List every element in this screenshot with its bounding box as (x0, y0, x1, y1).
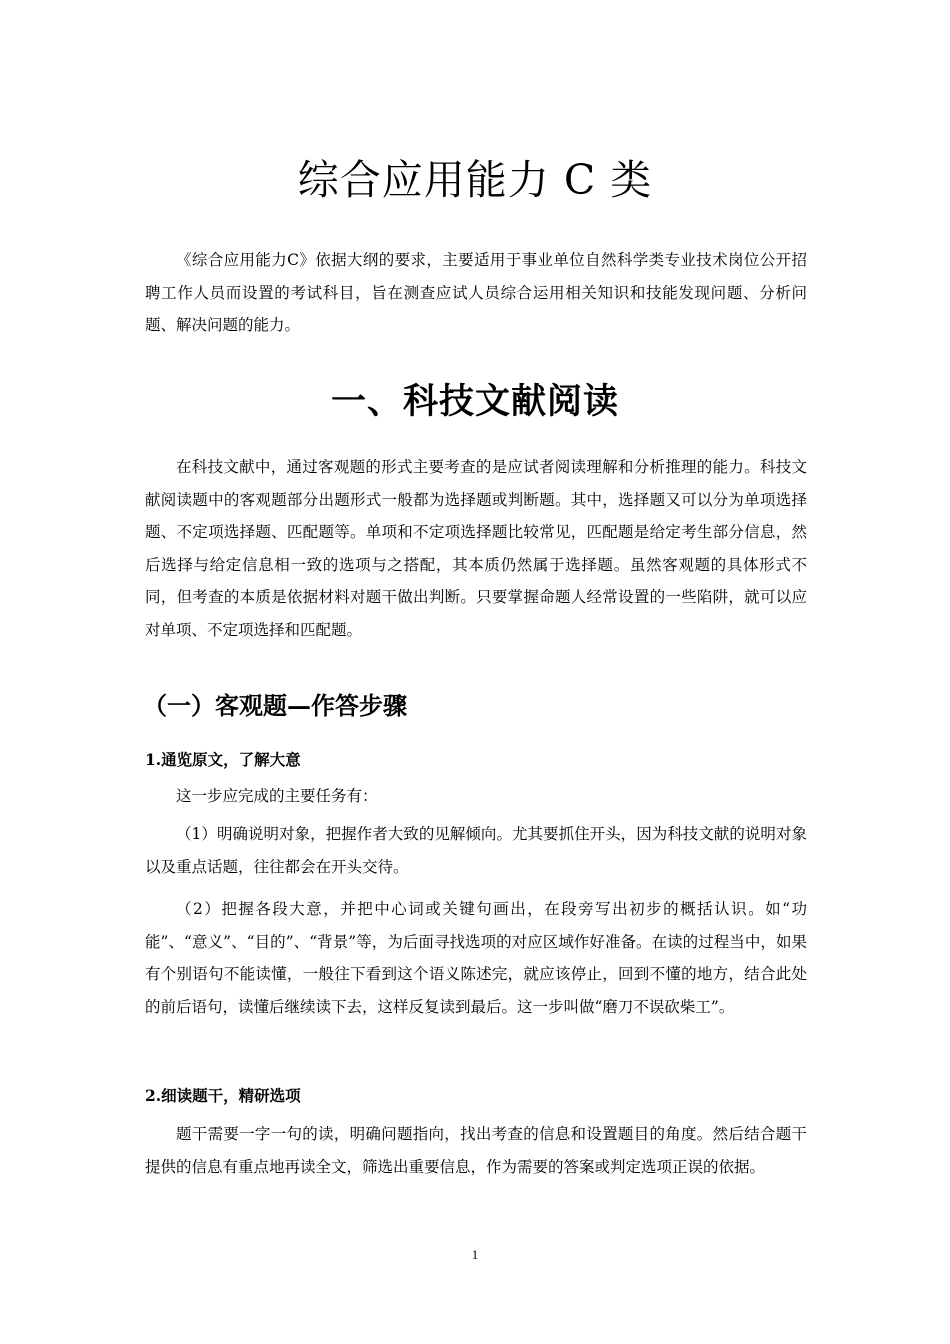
section-title: 一、科技文献阅读 (330, 381, 619, 422)
step1-item1: （1）明确说明对象，把握作者大致的见解倾向。尤其要抓住开头，因为科技文献的说明对象以及重点话题，往往都会在开头交待。 (145, 825, 807, 876)
step1-item2: （2）把握各段大意，并把中心词或关键句画出，在段旁写出初步的概括认识。如“功能”、“意义”、“目的”、“背景”等，为后面寻找选项的对应区域作好准备。在读的过程当中，如果有个别语句不能读懂，一般往下看到这个语义陈述完，就应该停止，回到不懂的地方，结合此处的前后语句，读懂后继续读下去，这样反复读到最后。这一步叫做“磨刀不误砍柴工”。 (145, 900, 807, 1016)
section-paragraph: 在科技文献中，通过客观题的形式主要考查的是应试者阅读理解和分析推理的能力。科技文献阅读题中的客观题部分出题形式一般都为选择题或判断题。其中，选择题又可以分为单项选择题、不定项选择题、匹配题等。单项和不定项选择题比较常见，匹配题是给定考生部分信息，然后选择与给定信息相一致的选项与之搭配，其本质仍然属于选择题。虽然客观题的具体形式不同，但考查的本质是依据材料对题干做出判断。只要掌握命题人经常设置的一些陷阱，就可以应对单项、不定项选择和匹配题。 (145, 458, 807, 639)
step1-intro: 这一步应完成的主要任务有： (176, 787, 378, 805)
subsection-title: （一）客观题—作答步骤 (143, 691, 407, 720)
step2-paragraph: 题干需要一字一句的读，明确问题指向，找出考查的信息和设置题目的角度。然后结合题干提供的信息有重点地再读全文，筛选出重要信息，作为需要的答案或判定选项正误的依据。 (145, 1125, 807, 1176)
intro-paragraph: 《综合应用能力C》依据大纲的要求，主要适用于事业单位自然科学类专业技术岗位公开招聘工作人员而设置的考试科目，旨在测查应试人员综合运用相关知识和技能发现问题、分析问题、解决问题的能力。 (145, 251, 807, 334)
page-number: 1 (471, 1247, 479, 1262)
document-title: 综合应用能力 C 类 (297, 156, 653, 204)
step2-heading: 2.细读题干，精研选项 (145, 1086, 301, 1105)
step1-heading: 1.通览原文，了解大意 (145, 750, 301, 769)
